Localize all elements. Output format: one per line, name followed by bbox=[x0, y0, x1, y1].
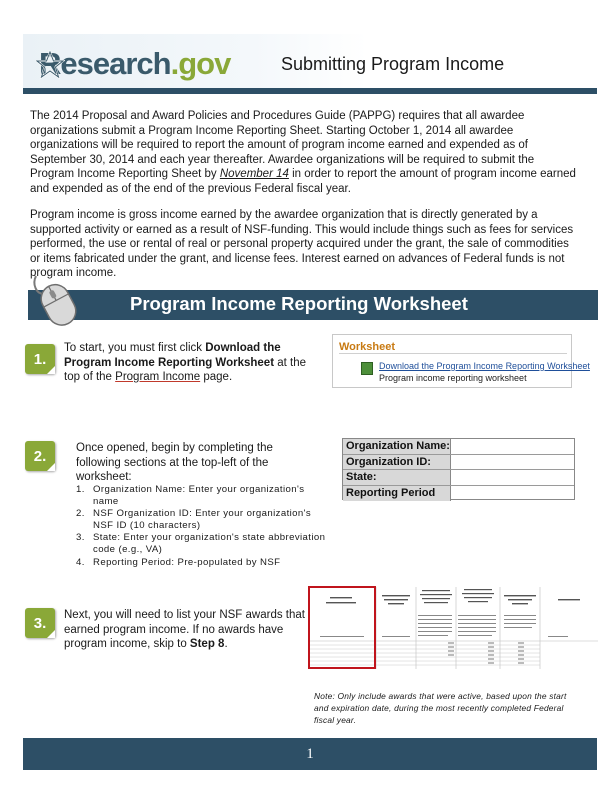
banner-title: Program Income Reporting Worksheet bbox=[130, 293, 468, 314]
logo-research-text: Research bbox=[39, 46, 171, 81]
nsf-award-column-highlight bbox=[308, 586, 376, 669]
excel-file-icon bbox=[361, 362, 373, 375]
table-row bbox=[343, 486, 574, 502]
org-id-label: Organization ID: bbox=[343, 455, 451, 470]
step-3-text-a: Next, you will need to list your NSF awards that earned program income. If no awards have program income, skip to bbox=[64, 609, 305, 650]
research-gov-logo bbox=[39, 46, 230, 86]
table-row bbox=[343, 455, 574, 471]
step-3-badge bbox=[25, 608, 55, 638]
worksheet-heading: Worksheet bbox=[339, 341, 396, 353]
deadline-date: November 14 bbox=[219, 168, 289, 181]
intro-text-a: The 2014 Proposal and Award Policies and Procedures Guide (PAPPG) requires that all awardee organizations submit a Program Income Reporting Sheet. Starting October 1, 2014 all awardee organizations will be required to report the amount of program income earned and expended as of September 30, 2014 and each year thereafter. Awardee organizations will be required to submit the Program Income Reporting Sheet by bbox=[30, 110, 535, 181]
table-row bbox=[343, 470, 574, 486]
list-item: 1. Organization Name: Enter your organization's name bbox=[76, 484, 305, 508]
page-title: Submitting Program Income bbox=[281, 54, 505, 74]
state-label: State: bbox=[343, 470, 451, 485]
logo-gov-text: .gov bbox=[170, 46, 231, 81]
step-1-text-a: To start, you must first click bbox=[64, 342, 206, 354]
step-2-text: Once opened, begin by completing the following sections at the top-left of the worksheet: bbox=[76, 442, 273, 483]
reporting-period-label: Reporting Period bbox=[343, 486, 451, 502]
step-1-text-b: at the top of the bbox=[64, 356, 306, 383]
org-name-label: Organization Name: bbox=[343, 439, 451, 454]
step-3-text-b: . bbox=[224, 638, 228, 650]
step-1-number: 1. bbox=[33, 350, 47, 368]
worksheet-banner bbox=[28, 290, 598, 320]
intro-paragraph-pappg bbox=[30, 109, 578, 197]
mouse-icon bbox=[30, 270, 82, 330]
page-header bbox=[23, 34, 597, 94]
step-1-badge bbox=[25, 344, 55, 374]
step-3-bold: Step 8 bbox=[189, 638, 225, 650]
table-row bbox=[343, 439, 574, 455]
worksheet-description: Program income reporting worksheet bbox=[379, 373, 527, 383]
step-3-text bbox=[64, 608, 309, 652]
step-2-number: 2. bbox=[33, 447, 47, 465]
awards-table-thumbnail bbox=[308, 585, 598, 670]
intro-text-b: in order to report the amount of program income earned and expended as of the end of the previous Federal fiscal year. bbox=[30, 168, 576, 195]
step-2-field-list bbox=[76, 484, 326, 569]
step-1-text-c: page. bbox=[200, 371, 233, 383]
list-item: 4. Reporting Period: Pre-populated by NSF bbox=[76, 556, 281, 568]
page-number: 1 bbox=[306, 746, 314, 762]
step-3-number: 3. bbox=[33, 614, 47, 632]
step-1-bold: Download the Program Income Reporting Worksheet bbox=[64, 342, 281, 369]
page-footer bbox=[23, 738, 597, 770]
step-1-text bbox=[64, 341, 314, 385]
list-item: 3. State: Enter your organization's state abbreviation code (e.g., VA) bbox=[76, 532, 326, 556]
step-2-badge bbox=[25, 441, 55, 471]
awards-note: Note: Only include awards that were active, based upon the start and expiration date, during the most recently completed Federal fiscal year. bbox=[314, 691, 567, 725]
worksheet-download-panel bbox=[332, 334, 590, 388]
list-item: 2. NSF Organization ID: Enter your organization's NSF ID (10 characters) bbox=[76, 508, 312, 532]
download-worksheet-link[interactable]: Download the Program Income Reporting Worksheet bbox=[379, 361, 590, 371]
program-income-link[interactable]: Program Income bbox=[115, 371, 201, 383]
star-icon bbox=[35, 50, 65, 80]
intro-paragraph-definition: Program income is gross income earned by the awardee organization that is directly generated by a supported activity or earned as a result of NSF-funding. This would include things such as fees for services performed, the use or rental of real or personal property acquired under the grant, the sale of commodities or items fabricated under the grant, and license fees. Interest earned on advances of Federal funds is not program income. bbox=[30, 209, 574, 280]
organization-info-table bbox=[342, 438, 575, 500]
